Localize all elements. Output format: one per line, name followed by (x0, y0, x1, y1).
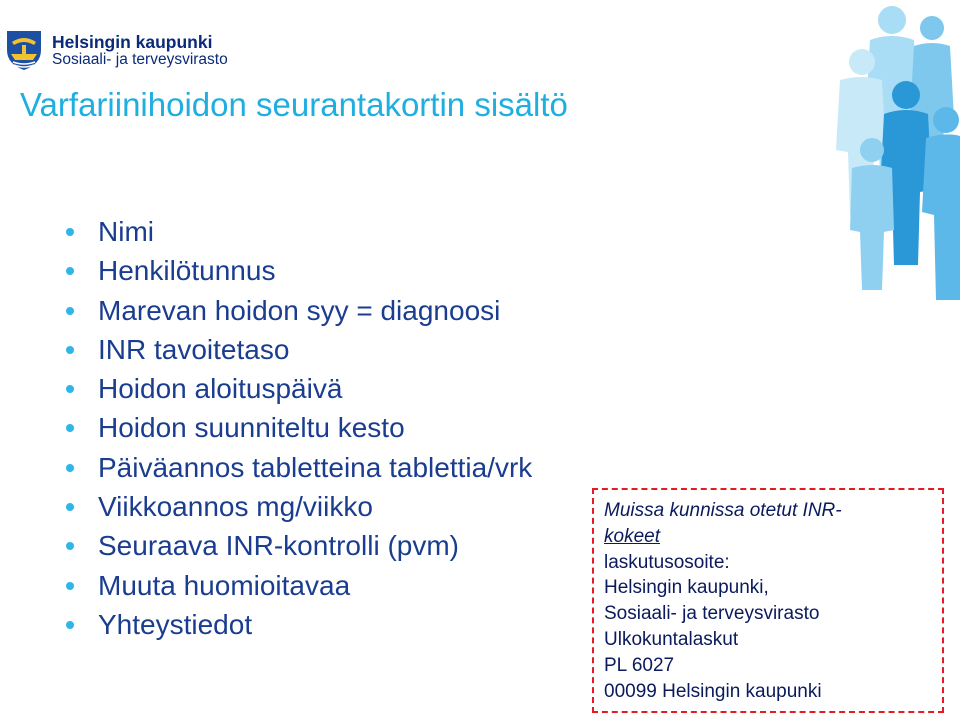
info-line: 00099 Helsingin kaupunki (604, 680, 822, 702)
list-item (66, 212, 532, 251)
info-line: PL 6027 (604, 654, 675, 676)
bullet-icon (66, 621, 74, 629)
bullet-icon (66, 267, 74, 275)
info-line: Ulkokuntalaskut (604, 628, 739, 650)
list-item (66, 526, 532, 565)
list-item-text: Muuta huomioitavaa (98, 569, 351, 601)
content-bullet-list (66, 212, 532, 644)
bullet-icon (66, 346, 74, 354)
list-item-text: Seuraava INR-kontrolli (pvm) (98, 530, 459, 562)
info-line: Helsingin kaupunki, (604, 577, 769, 599)
list-item (66, 408, 532, 447)
bullet-icon (66, 464, 74, 472)
logo (4, 28, 264, 72)
list-item (66, 330, 532, 369)
logo-subtitle: Sosiaali- ja terveysvirasto (52, 51, 228, 68)
list-item (66, 448, 532, 487)
bullet-icon (66, 307, 74, 315)
bullet-icon (66, 424, 74, 432)
bullet-icon (66, 385, 74, 393)
info-heading-line1: Muissa kunnissa otetut INR- (604, 500, 842, 521)
bullet-icon (66, 503, 74, 511)
list-item-text: Päiväannos tabletteina tablettia/vrk (98, 451, 533, 483)
list-item-text: Yhteystiedot (98, 608, 253, 640)
info-heading-line2: kokeet (604, 525, 660, 547)
list-item-text: Hoidon aloituspäivä (98, 373, 343, 405)
list-item (66, 369, 532, 408)
page-title: Varfariinihoidon seurantakortin sisältö (20, 86, 568, 123)
bullet-icon (66, 542, 74, 550)
billing-address-box (592, 488, 944, 713)
list-item-text: Viikkoannos mg/viikko (98, 491, 373, 523)
info-line: laskutusosoite: (604, 551, 730, 573)
list-item-text: Marevan hoidon syy = diagnoosi (98, 294, 501, 326)
list-item-text: Henkilötunnus (98, 255, 276, 287)
logo-title: Helsingin kaupunki (52, 32, 213, 52)
bullet-icon (66, 582, 74, 590)
helsinki-crest-icon (4, 28, 44, 72)
list-item-text: INR tavoitetaso (98, 333, 290, 365)
list-item (66, 291, 532, 330)
bullet-icon (66, 228, 74, 236)
list-item-text: Nimi (98, 216, 154, 247)
list-item (66, 487, 532, 526)
people-illustration (810, 0, 960, 320)
list-item (66, 251, 532, 290)
info-line: Sosiaali- ja terveysvirasto (604, 603, 820, 625)
list-item (66, 566, 532, 605)
list-item (66, 605, 532, 644)
list-item-text: Hoidon suunniteltu kesto (98, 412, 405, 444)
